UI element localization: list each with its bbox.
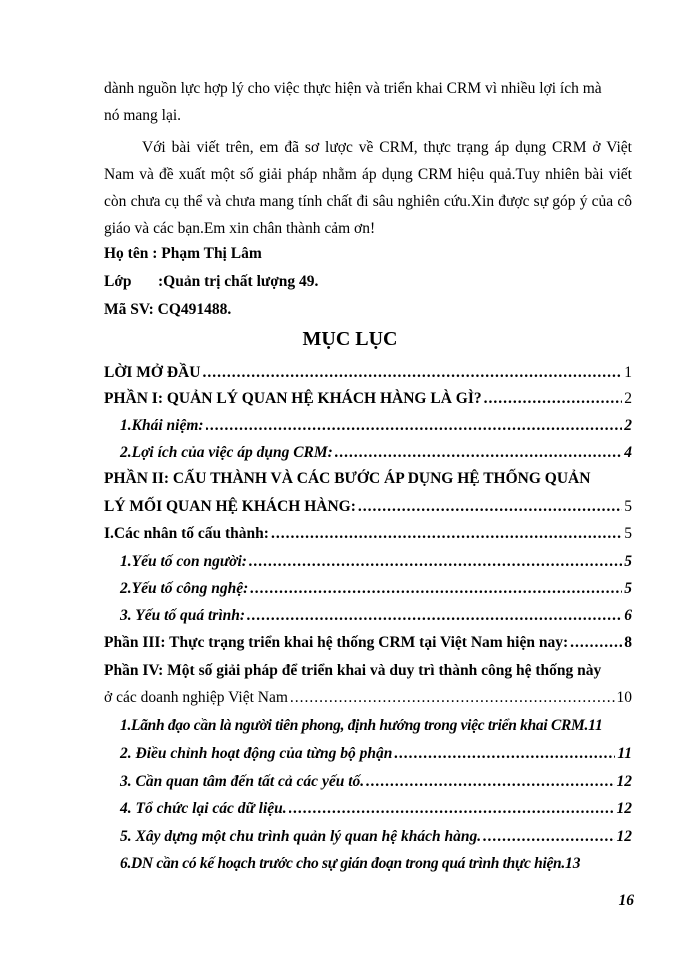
toc-entry[interactable]: [104, 364, 632, 386]
toc-entry-page: 12: [616, 773, 632, 790]
toc-entry-page: 12: [616, 828, 632, 845]
toc-entry[interactable]: [104, 498, 632, 520]
toc-entry[interactable]: [104, 390, 632, 412]
toc-entry-page: 11: [617, 745, 632, 762]
toc-entry-label: 3. Cần quan tâm đến tất cả các yếu tố.: [120, 773, 365, 790]
toc-entry-label: 5. Xây dựng một chu trình quản lý quan hệ khách hàng.: [120, 828, 482, 845]
toc-entry-label: ở các doanh nghiệp Việt Nam: [104, 689, 288, 706]
toc-entry[interactable]: [120, 717, 632, 739]
toc-entry-page: 4: [624, 444, 632, 461]
author-class-value: :Quản trị chất lượng 49.: [158, 273, 319, 290]
toc-entry-label: 2.Yếu tố công nghệ:: [120, 580, 249, 597]
toc-entry-page: 13: [564, 855, 581, 872]
toc-leader: [247, 607, 622, 625]
toc-entry[interactable]: [120, 800, 632, 822]
toc-entry-page: 2: [624, 390, 632, 407]
toc-entry-label: 4. Tổ chức lại các dữ liệu.: [120, 800, 287, 817]
toc-entry-wrapped[interactable]: Phần IV: Một số giải pháp để triển khai và duy trì thành công hệ thống này: [104, 662, 602, 679]
toc-leader: [335, 444, 622, 462]
toc-entry-page: 11: [588, 717, 603, 734]
toc-entry-page: 5: [624, 498, 632, 515]
toc-leader: [483, 828, 614, 846]
toc-entry-label: 6.DN cần có kế hoạch trước cho sự gián đoạn trong quá trình thực hiện.: [120, 855, 565, 872]
toc-leader: [271, 525, 622, 543]
toc-entry[interactable]: [120, 417, 632, 439]
toc-entry-page: 6: [624, 607, 632, 624]
toc-leader: [484, 390, 623, 408]
toc-leader: [289, 800, 615, 818]
toc-entry[interactable]: [120, 607, 632, 629]
author-student-id: Mã SV: CQ491488.: [104, 301, 232, 318]
toc-entry-page: 12: [616, 800, 632, 817]
toc-entry-label: I.Các nhân tố cấu thành:: [104, 525, 269, 542]
toc-leader: [250, 580, 622, 598]
toc-entry[interactable]: [120, 553, 632, 575]
author-class-label: Lớp: [104, 273, 132, 290]
toc-entry-label: PHẦN I: QUẢN LÝ QUAN HỆ KHÁCH HÀNG LÀ GÌ?: [104, 390, 482, 407]
toc-entry-label: 3. Yếu tố quá trình:: [120, 607, 246, 624]
toc-entry-label: 1.Lãnh đạo cần là người tiên phong, định hướng trong việc triển khai CRM.: [120, 717, 589, 734]
toc-entry-page: 1: [624, 364, 632, 381]
intro-line-1: dành nguồn lực hợp lý cho việc thực hiện và triển khai CRM vì nhiều lợi ích mà: [104, 80, 602, 97]
toc-entry-page: 8: [624, 634, 632, 651]
toc-entry-page: 5: [624, 525, 632, 542]
toc-leader: [394, 745, 615, 763]
toc-leader: [249, 553, 622, 571]
toc-leader: [290, 689, 615, 707]
toc-entry[interactable]: [120, 855, 632, 877]
toc-entry-label: LÝ MỐI QUAN HỆ KHÁCH HÀNG:: [104, 498, 356, 515]
conclusion-paragraph: Với bài viết trên, em đã sơ lược về CRM, thực trạng áp dụng CRM ở Việt Nam và đề xuất một số giải pháp nhằm áp dụng CRM hiệu quả.Tuy nhiên bài viết còn chưa cụ thể và chưa mang tính chất đi sâu nghiên cứu.Xin được sự góp ý của cô giáo và các bạn.Em xin chân thành cảm ơn!: [104, 139, 632, 237]
toc-leader: [570, 634, 622, 652]
page-number: 16: [618, 892, 634, 909]
toc-leader: [358, 498, 622, 516]
toc-entry-label: Phần III: Thực trạng triển khai hệ thống CRM tại Việt Nam hiện nay:: [104, 634, 569, 651]
toc-entry-label: 2. Điều chỉnh hoạt động của từng bộ phận: [120, 745, 393, 762]
toc-entry[interactable]: [104, 525, 632, 547]
toc-entry-label: LỜI MỞ ĐẦU: [104, 364, 201, 381]
toc-entry-label: 2.Lợi ích của việc áp dụng CRM:: [120, 444, 333, 461]
toc-entry-wrapped[interactable]: PHẦN II: CẤU THÀNH VÀ CÁC BƯỚC ÁP DỤNG HỆ THỐNG QUẢN: [104, 470, 591, 487]
author-name: Họ tên : Phạm Thị Lâm: [104, 245, 262, 262]
intro-line-2: nó mang lại.: [104, 107, 182, 124]
toc-entry[interactable]: [120, 773, 632, 795]
toc-entry[interactable]: [104, 689, 632, 711]
toc-entry[interactable]: [120, 745, 632, 767]
toc-entry-label: 1.Khái niệm:: [120, 417, 204, 434]
toc-entry[interactable]: [104, 634, 632, 656]
toc-leader: [202, 364, 622, 382]
toc-entry-page: 10: [616, 689, 632, 706]
toc-leader: [366, 773, 614, 791]
toc-entry[interactable]: [120, 444, 632, 466]
toc-title: MỤC LỤC: [302, 328, 398, 350]
toc-leader: [206, 417, 623, 435]
toc-entry-label: 1.Yếu tố con người:: [120, 553, 247, 570]
toc-entry[interactable]: [120, 828, 632, 850]
toc-entry-page: 5: [624, 580, 632, 597]
toc-entry[interactable]: [120, 580, 632, 602]
toc-entry-page: 5: [624, 553, 632, 570]
toc-entry-page: 2: [624, 417, 632, 434]
